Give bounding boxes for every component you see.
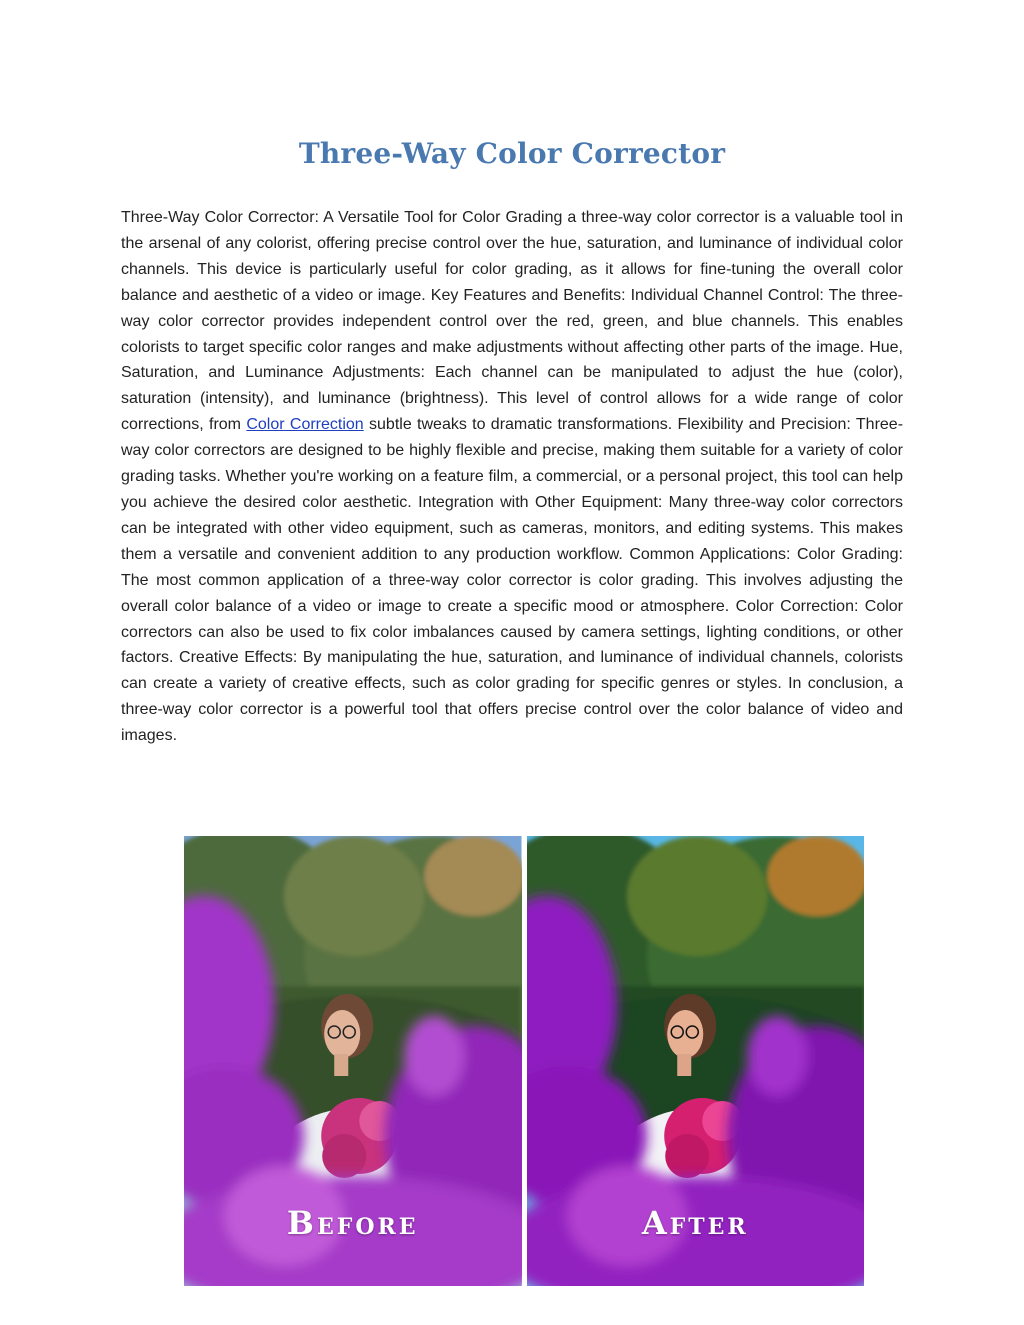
before-after-image (184, 836, 864, 1286)
after-photo (527, 836, 865, 1286)
article-text-part-2: subtle tweaks to dramatic transformations. Flexibility and Precision: Three-way color correctors are designed to be highly flexible and precise, making them suitable for a variety of color grading tasks. Whether you're working on a feature film, a commercial, or a personal project, this tool can help you achieve the desired color aesthetic. Integration with Other Equipment: Many three-way color correctors can be integrated with other video equipment, such as cameras, monitors, and editing systems. This makes them a versatile and convenient addition to any production workflow. Common Applications: Color Grading: The most common application of a three-way color corrector is color grading. This involves adjusting the overall color balance of a video or image to create a specific mood or atmosphere. Color Correction: Color correctors can also be used to fix color imbalances caused by camera settings, lighting conditions, or other factors. Creative Effects: By manipulating the hue, saturation, and luminance of individual channels, colorists can create a variety of creative effects, such as color grading for specific genres or styles. In conclusion, a three-way color corrector is a powerful tool that offers precise control over the color balance of video and images. (121, 416, 904, 745)
before-label: Before (286, 1204, 419, 1242)
after-label: After (641, 1204, 749, 1242)
article-body (121, 205, 903, 749)
color-correction-link[interactable]: Color Correction (246, 416, 364, 434)
page-title: Three-Way Color Corrector (298, 136, 726, 170)
before-photo (184, 836, 522, 1286)
article-text-part-1: Three-Way Color Corrector: A Versatile Tool for Color Grading a three-way color corrector is a valuable tool in the arsenal of any colorist, offering precise control over the hue, saturation, and luminance of individual color channels. This device is particularly useful for color grading, as it allows for fine-tuning the overall color balance and aesthetic of a video or image. Key Features and Benefits: Individual Channel Control: The three-way color corrector provides independent control over the red, green, and blue channels. This enables colorists to target specific color ranges and make adjustments without affecting other parts of the image. Hue, Saturation, and Luminance Adjustments: Each channel can be manipulated to adjust the hue (color), saturation (intensity), and luminance (brightness). This level of control allows for a wide range of color corrections, from (121, 209, 903, 434)
